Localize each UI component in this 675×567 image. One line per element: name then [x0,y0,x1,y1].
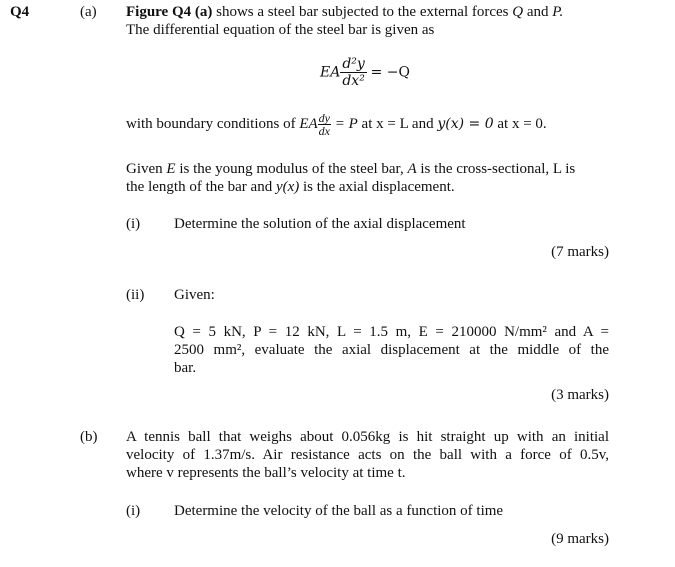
subpart-a-ii-label: (ii) [126,287,145,303]
boundary-conditions: with boundary conditions of EA $\frac{dy}{dx}$ = P at x = L and y(x) = 0 at x = 0. [126,111,547,138]
subpart-a-i-marks: (7 marks) [551,244,609,260]
subpart-b-i-label: (i) [126,503,141,519]
subpart-a-ii-line-1: Q = 5 kN, P = 12 kN, L = 1.5 m, E = 210000 N/mm² and A = [174,324,609,340]
part-a-line-2: The differential equation of the steel bar is given as [126,22,435,38]
subpart-a-ii-line-3: bar. [174,360,197,376]
figure-reference: Figure Q4 (a) [126,4,213,20]
differential-equation: EA $\frac{\text{d²y}}{\text{dx²}}$ = −Q [320,56,410,89]
subpart-b-i-marks: (9 marks) [551,531,609,547]
eq-numerator: d²y [342,56,365,72]
given-definitions-line-1: Given E is the young modulus of the steel bar, A is the cross-sectional, L is [126,161,576,177]
subpart-a-ii-marks: (3 marks) [551,387,609,403]
subpart-a-ii-given: Given: [174,287,215,303]
question-number: Q4 [10,4,30,20]
part-b-line-2: velocity of 1.37m/s. Air resistance acts on the ball with a force of 0.5v, [126,447,609,463]
eq-denominator: dx² [342,73,365,89]
part-b-line-1: A tennis ball that weighs about 0.056kg is hit straight up with an initial [126,429,609,445]
part-a-line-1: Figure Q4 (a) shows a steel bar subjected to the external forces Q and P. [126,4,564,20]
given-definitions-line-2: the length of the bar and y(x) is the axial displacement. [126,179,455,195]
subpart-a-ii-line-2: 2500 mm², evaluate the axial displacement at the middle of the [174,342,609,358]
subpart-b-i-text: Determine the velocity of the ball as a function of time [174,503,504,519]
part-b-line-3: where v represents the ball’s velocity at time t. [126,465,406,481]
subpart-a-i-label: (i) [126,216,141,232]
subpart-a-i-text: Determine the solution of the axial displacement [174,216,466,232]
part-b-label: (b) [80,429,98,445]
part-a-label: (a) [80,4,97,20]
